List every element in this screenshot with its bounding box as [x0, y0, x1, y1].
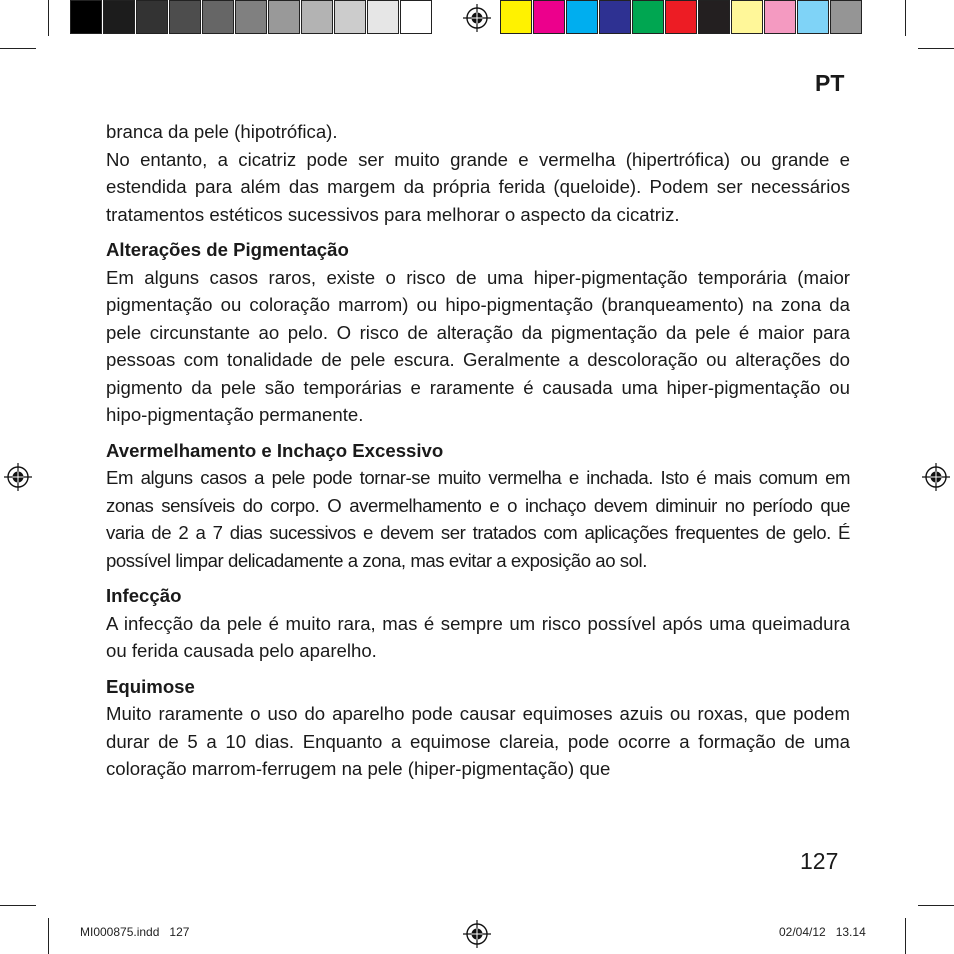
section-heading: Infecção: [106, 585, 182, 606]
color-swatch: [70, 0, 102, 34]
process-color-bar: [500, 0, 863, 36]
color-swatch: [268, 0, 300, 34]
page-number: 127: [800, 848, 839, 874]
paragraph: No entanto, a cicatriz pode ser muito grande e vermelha (hipertrófica) ou grande e estendida para além das margem da própria ferida (queloide). Podem ser necessários tratamentos estéticos sucessivos para melhorar o aspecto da cicatriz.: [106, 148, 850, 225]
section-heading: Avermelhamento e Inchaço Excessivo: [106, 439, 444, 461]
color-swatch: [830, 0, 862, 34]
section-heading: Equimose: [106, 675, 195, 697]
color-swatch: [400, 0, 432, 34]
color-swatch: [566, 0, 598, 34]
registration-mark-icon: [922, 463, 950, 491]
registration-mark-icon: [463, 920, 491, 948]
crop-mark: [918, 905, 954, 906]
color-swatch: [698, 0, 730, 34]
page-body: [106, 118, 850, 783]
color-swatch: [103, 0, 135, 34]
crop-mark: [0, 48, 36, 49]
crop-mark: [905, 0, 906, 36]
color-swatch: [533, 0, 565, 34]
crop-mark: [48, 0, 49, 36]
crop-mark: [918, 48, 954, 49]
grayscale-color-bar: [70, 0, 433, 36]
color-swatch: [334, 0, 366, 34]
color-swatch: [599, 0, 631, 34]
color-swatch: [169, 0, 201, 34]
registration-mark-icon: [4, 463, 32, 491]
slug-filename: MI000875.indd 127: [80, 925, 190, 939]
color-swatch: [665, 0, 697, 34]
color-swatch: [202, 0, 234, 34]
color-swatch: [500, 0, 532, 34]
language-label: PT: [815, 70, 845, 96]
color-swatch: [764, 0, 796, 34]
crop-mark: [48, 918, 49, 954]
section-heading: Alterações de Pigmentação: [106, 239, 349, 260]
color-swatch: [301, 0, 333, 34]
color-swatch: [731, 0, 763, 34]
color-swatch: [136, 0, 168, 34]
paragraph: Em alguns casos a pele pode tornar-se muito vermelha e inchada. Isto é mais comum em zonas sensíveis do corpo. O avermelhamento e o inchaço devem diminuir no período que varia de 2 a 7 dias sucessivos e devem ser tratados com aplicações frequentes de gelo. É possível limpar delicadamente a zona, mas evitar a exposição ao sol.: [106, 467, 850, 571]
paragraph: Em alguns casos raros, existe o risco de uma hiper-pigmentação temporária (maior pigmentação ou coloração marrom) ou hipo-pigmentação (branqueamento) na zona da pele circunstante ao pelo. O risco de alteração da pigmentação da pele é maior para pessoas com tonalidade de pele escura. Geralmente a descoloração ou alterações do pigmento da pele são temporárias e raramente é causada uma hiper-pigmentação ou hipo-pigmentação permanente.: [106, 266, 850, 425]
color-swatch: [367, 0, 399, 34]
paragraph: A infecção da pele é muito rara, mas é sempre um risco possível após uma queimadura ou ferida causada pelo aparelho.: [106, 612, 850, 661]
crop-mark: [905, 918, 906, 954]
slug-timestamp: 02/04/12 13.14: [779, 925, 866, 939]
paragraph: branca da pele (hipotrófica).: [106, 121, 338, 142]
crop-mark: [0, 905, 36, 906]
color-swatch: [797, 0, 829, 34]
paragraph: Muito raramente o uso do aparelho pode causar equimoses azuis ou roxas, que podem durar de 5 a 10 dias. Enquanto a equimose clareia, pode ocorre a formação de uma coloração marrom-ferrugem na pele (hiper-pigmentação) que: [106, 703, 850, 779]
color-swatch: [235, 0, 267, 34]
color-swatch: [632, 0, 664, 34]
registration-mark-icon: [463, 4, 491, 32]
